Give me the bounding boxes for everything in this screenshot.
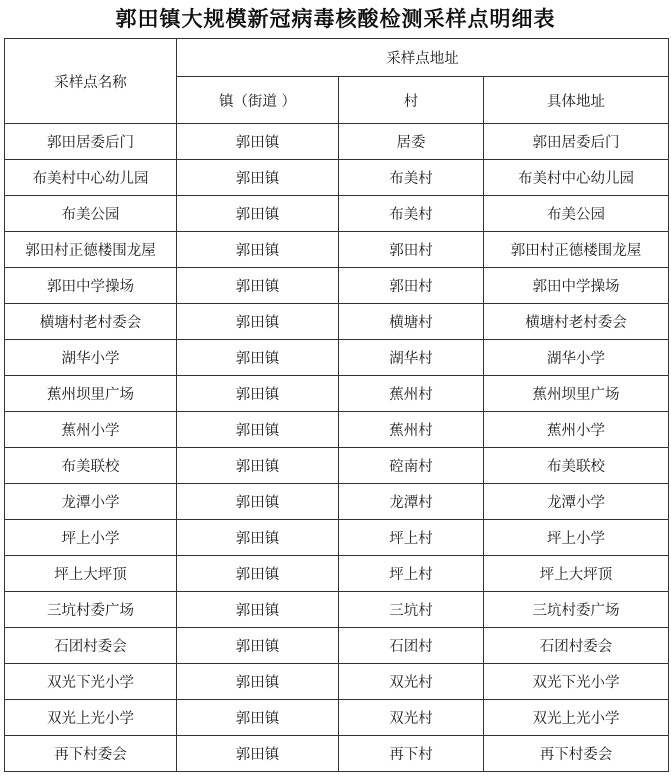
page-title: 郭田镇大规模新冠病毒核酸检测采样点明细表 — [115, 7, 556, 31]
cell-town: 郭田镇 — [177, 736, 339, 772]
table-body — [5, 124, 669, 772]
cell-detail: 布美村中心幼儿园 — [484, 160, 669, 196]
cell-town: 郭田镇 — [177, 196, 339, 232]
cell-name: 布美村中心幼儿园 — [5, 160, 177, 196]
cell-name: 石团村委会 — [5, 628, 177, 664]
cell-name: 再下村委会 — [5, 736, 177, 772]
table-row — [5, 556, 669, 592]
cell-village: 三坑村 — [339, 592, 484, 628]
cell-village: 郭田村 — [339, 268, 484, 304]
cell-name: 双光下光小学 — [5, 664, 177, 700]
cell-town: 郭田镇 — [177, 592, 339, 628]
cell-name: 郭田村正德楼围龙屋 — [5, 232, 177, 268]
cell-town: 郭田镇 — [177, 412, 339, 448]
header-town: 镇（街道 ） — [177, 77, 339, 124]
cell-village: 蕉州村 — [339, 376, 484, 412]
table-row — [5, 520, 669, 556]
cell-town: 郭田镇 — [177, 232, 339, 268]
cell-village: 湖华村 — [339, 340, 484, 376]
table-row — [5, 448, 669, 484]
table-row — [5, 628, 669, 664]
cell-name: 蕉州坝里广场 — [5, 376, 177, 412]
cell-name: 横塘村老村委会 — [5, 304, 177, 340]
cell-detail: 郭田村正德楼围龙屋 — [484, 232, 669, 268]
cell-town: 郭田镇 — [177, 448, 339, 484]
cell-name: 布美公园 — [5, 196, 177, 232]
cell-town: 郭田镇 — [177, 520, 339, 556]
cell-detail: 双光下光小学 — [484, 664, 669, 700]
cell-village: 双光村 — [339, 664, 484, 700]
cell-village: 郭田村 — [339, 232, 484, 268]
cell-town: 郭田镇 — [177, 484, 339, 520]
table-row — [5, 484, 669, 520]
cell-name: 双光上光小学 — [5, 700, 177, 736]
cell-name: 郭田居委后门 — [5, 124, 177, 160]
cell-name: 坪上大坪顶 — [5, 556, 177, 592]
cell-name: 蕉州小学 — [5, 412, 177, 448]
sampling-points-table — [4, 38, 669, 772]
header-detail: 具体地址 — [484, 77, 669, 124]
cell-town: 郭田镇 — [177, 628, 339, 664]
table-row — [5, 304, 669, 340]
cell-detail: 蕉州小学 — [484, 412, 669, 448]
header-address-group: 采样点地址 — [177, 39, 669, 77]
cell-detail: 坪上小学 — [484, 520, 669, 556]
table-row — [5, 412, 669, 448]
cell-village: 硿南村 — [339, 448, 484, 484]
cell-village: 再下村 — [339, 736, 484, 772]
cell-town: 郭田镇 — [177, 700, 339, 736]
cell-name: 布美联校 — [5, 448, 177, 484]
cell-detail: 蕉州坝里广场 — [484, 376, 669, 412]
table-row — [5, 592, 669, 628]
cell-village: 坪上村 — [339, 556, 484, 592]
cell-village: 布美村 — [339, 160, 484, 196]
cell-town: 郭田镇 — [177, 664, 339, 700]
cell-name: 湖华小学 — [5, 340, 177, 376]
cell-town: 郭田镇 — [177, 124, 339, 160]
table-row — [5, 196, 669, 232]
cell-name: 龙潭小学 — [5, 484, 177, 520]
table-row — [5, 664, 669, 700]
cell-detail: 横塘村老村委会 — [484, 304, 669, 340]
table-row — [5, 268, 669, 304]
cell-detail: 再下村委会 — [484, 736, 669, 772]
cell-town: 郭田镇 — [177, 376, 339, 412]
table-row — [5, 736, 669, 772]
cell-town: 郭田镇 — [177, 556, 339, 592]
cell-village: 石团村 — [339, 628, 484, 664]
cell-village: 居委 — [339, 124, 484, 160]
header-village: 村 — [339, 77, 484, 124]
cell-town: 郭田镇 — [177, 304, 339, 340]
cell-village: 横塘村 — [339, 304, 484, 340]
cell-detail: 布美公园 — [484, 196, 669, 232]
cell-name: 坪上小学 — [5, 520, 177, 556]
cell-detail: 布美联校 — [484, 448, 669, 484]
table-row — [5, 340, 669, 376]
cell-village: 龙潭村 — [339, 484, 484, 520]
table-row — [5, 376, 669, 412]
header-row — [5, 39, 669, 77]
cell-town: 郭田镇 — [177, 160, 339, 196]
cell-town: 郭田镇 — [177, 340, 339, 376]
cell-detail: 坪上大坪顶 — [484, 556, 669, 592]
cell-detail: 双光上光小学 — [484, 700, 669, 736]
header-name: 采样点名称 — [5, 39, 177, 124]
cell-detail: 郭田居委后门 — [484, 124, 669, 160]
cell-village: 坪上村 — [339, 520, 484, 556]
cell-detail: 龙潭小学 — [484, 484, 669, 520]
cell-name: 郭田中学操场 — [5, 268, 177, 304]
cell-detail: 湖华小学 — [484, 340, 669, 376]
table-row — [5, 124, 669, 160]
cell-village: 蕉州村 — [339, 412, 484, 448]
table-row — [5, 232, 669, 268]
cell-village: 双光村 — [339, 700, 484, 736]
cell-detail: 郭田中学操场 — [484, 268, 669, 304]
cell-town: 郭田镇 — [177, 268, 339, 304]
cell-name: 三坑村委广场 — [5, 592, 177, 628]
table-row — [5, 160, 669, 196]
cell-village: 布美村 — [339, 196, 484, 232]
cell-detail: 三坑村委广场 — [484, 592, 669, 628]
cell-detail: 石团村委会 — [484, 628, 669, 664]
table-row — [5, 700, 669, 736]
